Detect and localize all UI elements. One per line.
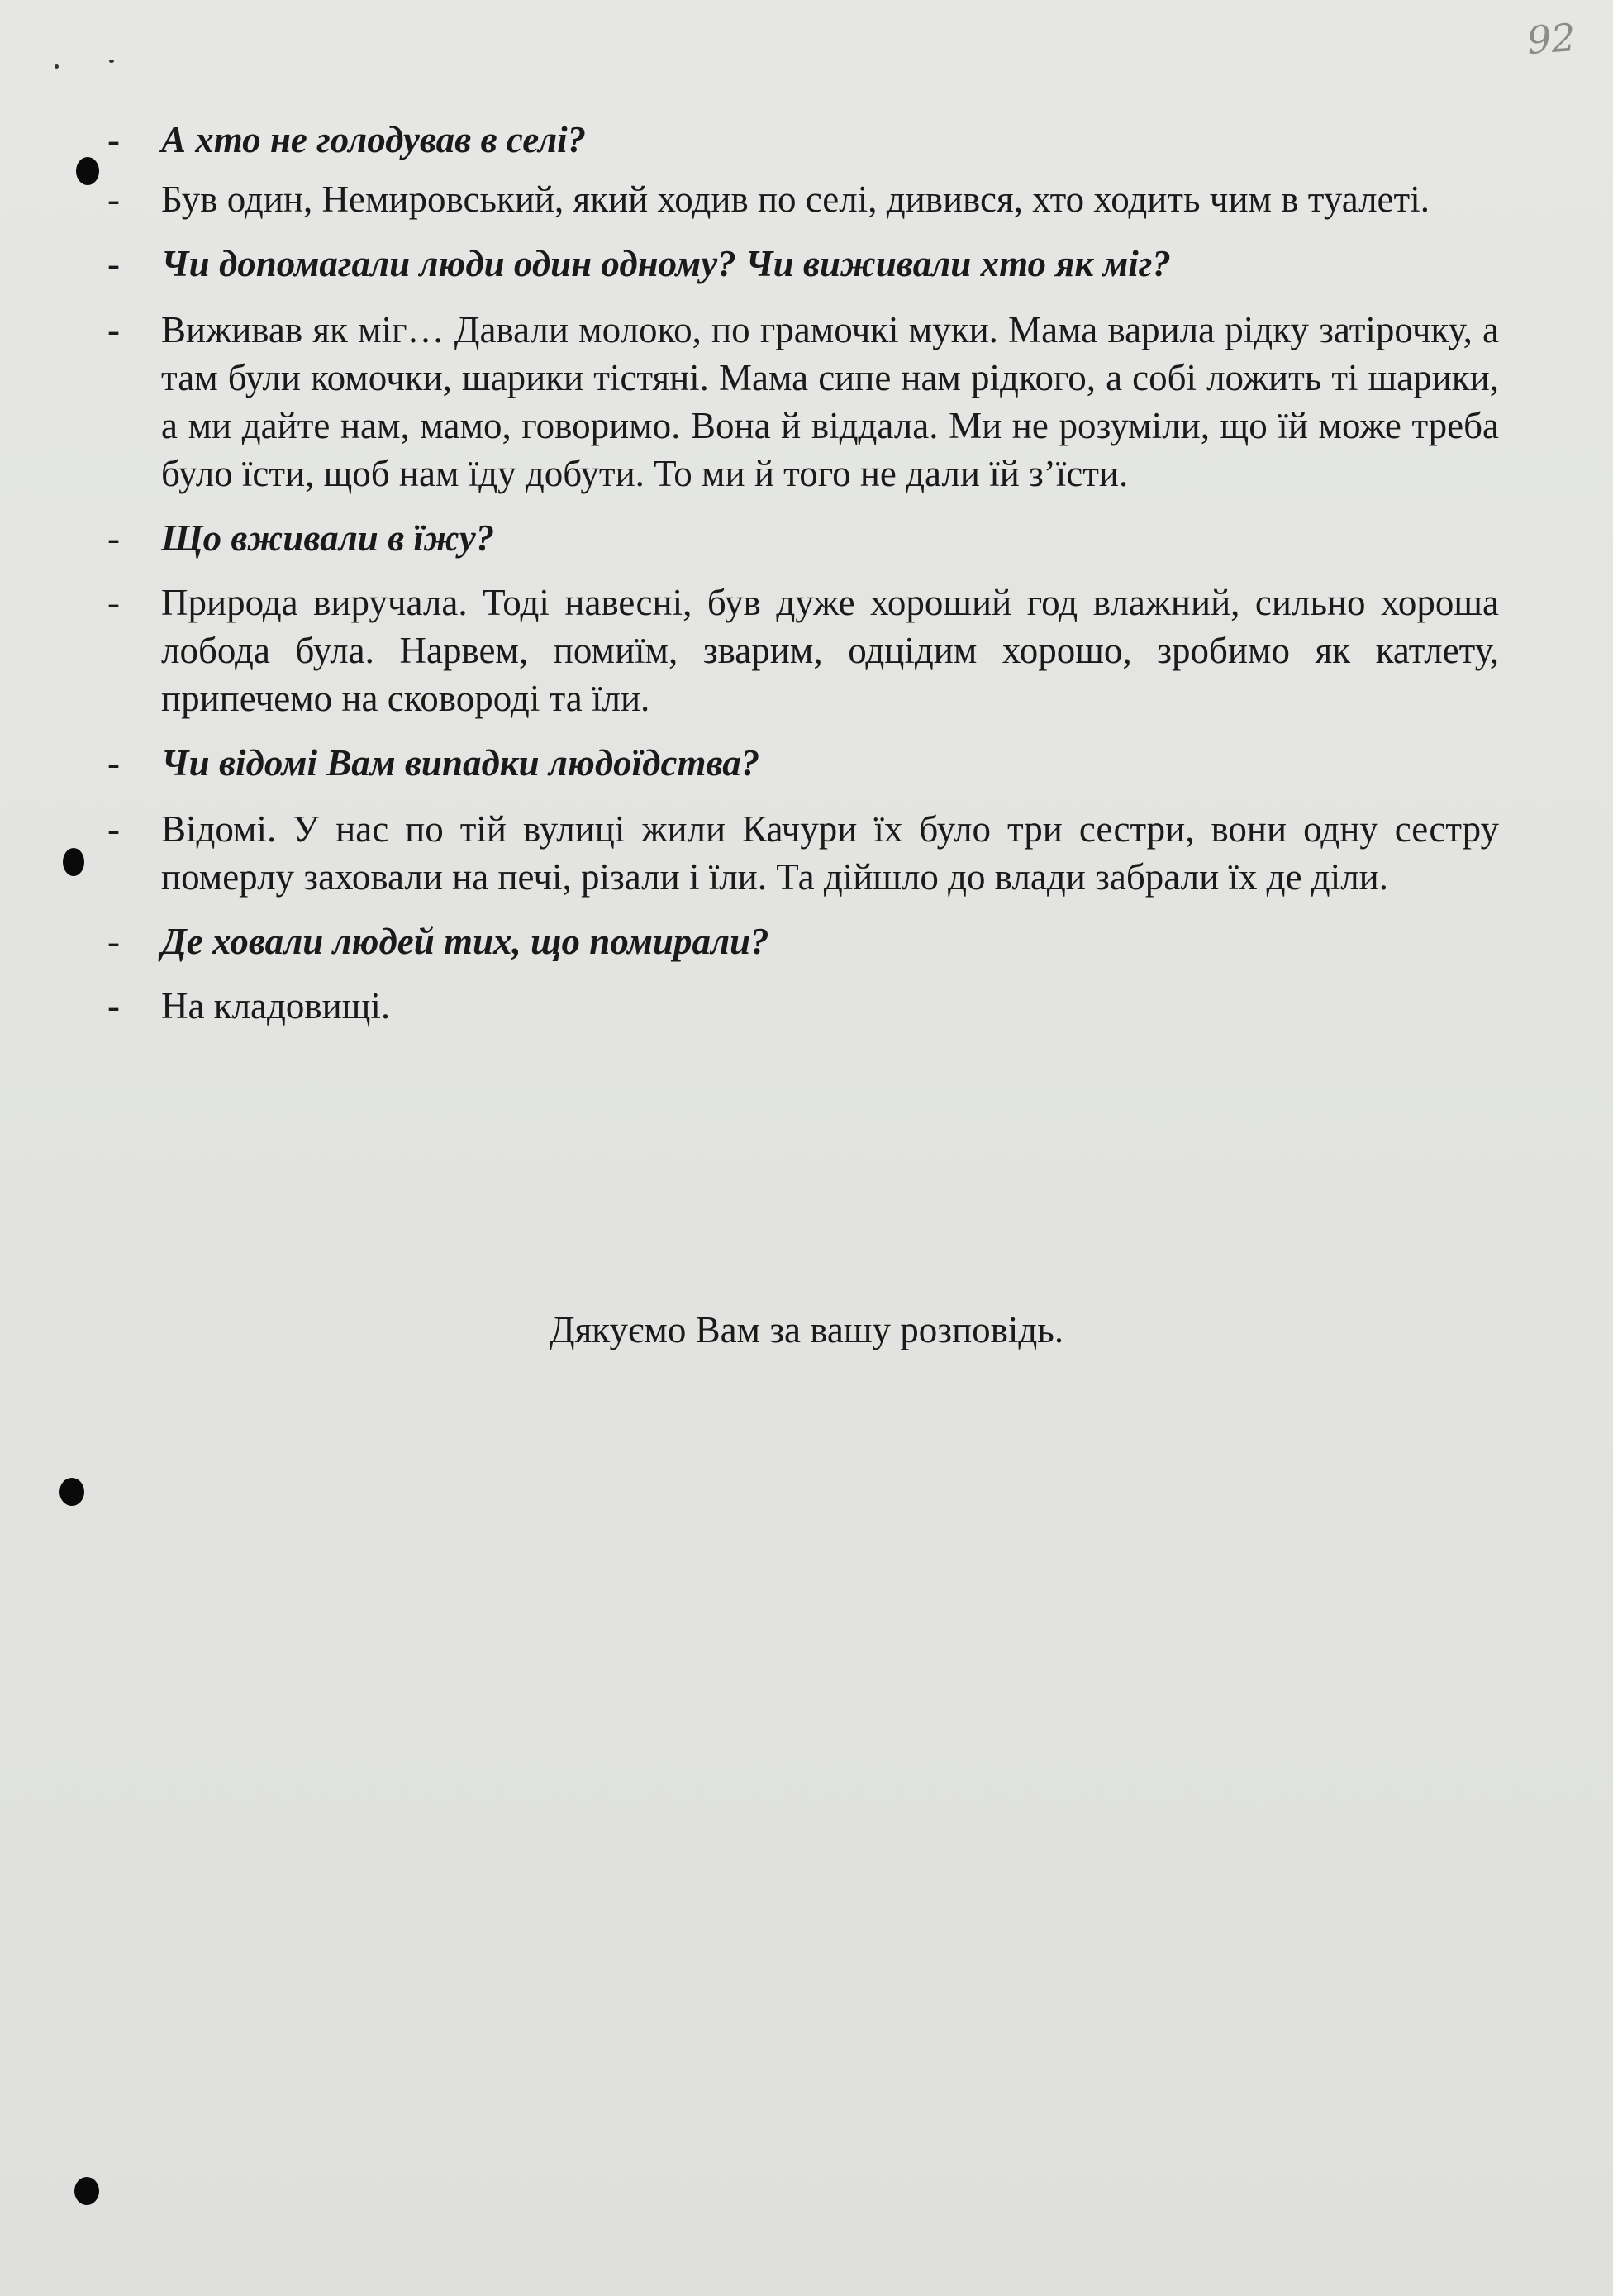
dash-marker: - xyxy=(107,119,120,160)
dash-marker: - xyxy=(107,808,120,850)
punch-hole xyxy=(59,1478,84,1506)
answer-5 xyxy=(107,982,1499,1030)
question-text: Чи допомагали люди один одному? Чи виживали хто як міг? xyxy=(161,243,1171,284)
question-5 xyxy=(107,917,1499,965)
question-text: Що вживали в їжу? xyxy=(161,517,495,559)
dash-marker: - xyxy=(107,742,120,784)
answer-text: На кладовищі. xyxy=(161,985,391,1027)
dash-marker: - xyxy=(107,309,120,350)
handwritten-page-number: 92 xyxy=(1525,15,1577,63)
question-2 xyxy=(107,240,1499,288)
closing-thanks: Дякуємо Вам за вашу розповідь. xyxy=(549,1309,1064,1350)
dash-marker: - xyxy=(107,921,120,962)
answer-text: Природа виручала. Тоді навесні, був дуже хороший год влажний, сильно хороша лобода була. Нарвем, помиїм, зварим, одцідим хорошо, зробимо як катлету, припечемо на сковороді та їли. xyxy=(161,582,1499,719)
answer-text: Відомі. У нас по тій вулиці жили Качури їх було три сестри, вони одну сестру померлу заховали на печі, різали і їли. Та дійшло до влади забрали їх де діли. xyxy=(161,808,1499,898)
answer-4 xyxy=(107,805,1499,901)
scan-speck xyxy=(109,60,114,63)
answer-text: Виживав як міг… Давали молоко, по грамочкі муки. Мама варила рідку затірочку, а там були комочки, шарики тістяні. Мама сипе нам рідкого, а собі ложить ті шарики, а ми дайте нам, мамо, говоримо. Вона й віддала. Ми не розуміли, що їй може треба було їсти, щоб нам їду добути. То ми й того не дали їй з’їсти. xyxy=(161,309,1499,494)
answer-3 xyxy=(107,579,1499,722)
answer-2 xyxy=(107,306,1499,498)
question-text: Де ховали людей тих, що помирали? xyxy=(161,921,769,962)
punch-hole xyxy=(74,2177,99,2205)
dash-marker: - xyxy=(107,517,120,559)
question-4 xyxy=(107,739,1499,787)
interview-transcript xyxy=(107,116,1499,1030)
dash-marker: - xyxy=(107,179,120,220)
question-1 xyxy=(107,116,1499,164)
question-text: А хто не голодував в селі? xyxy=(161,119,587,160)
question-3 xyxy=(107,514,1499,562)
punch-hole xyxy=(63,848,84,876)
dash-marker: - xyxy=(107,985,120,1027)
dash-marker: - xyxy=(107,582,120,623)
punch-hole xyxy=(76,157,99,185)
question-text: Чи відомі Вам випадки людоїдства? xyxy=(161,742,760,784)
answer-1 xyxy=(107,175,1499,223)
answer-text: Був один, Немировський, який ходив по селі, дивився, хто ходить чим в туалеті. xyxy=(161,179,1430,220)
scan-speck xyxy=(55,64,59,69)
dash-marker: - xyxy=(107,243,120,284)
